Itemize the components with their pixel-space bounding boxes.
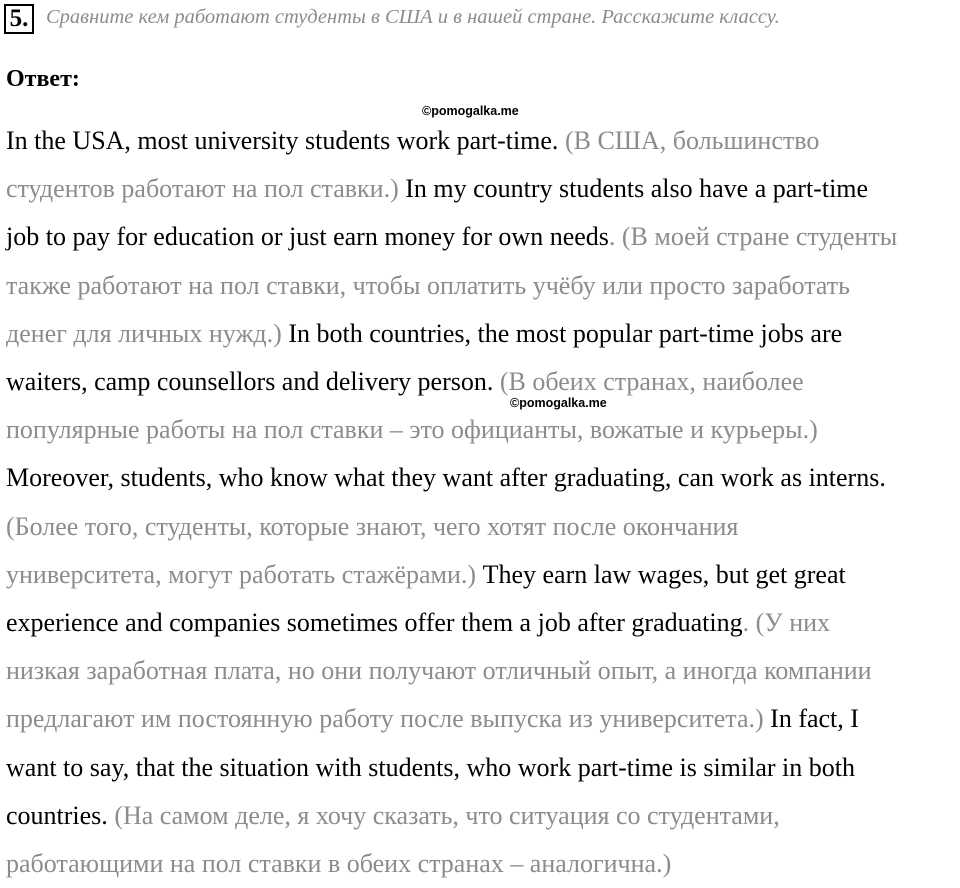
answer-line bbox=[6, 165, 960, 213]
english-answer-text: They earn law wages, but get great bbox=[482, 559, 846, 589]
english-answer-text: In my country students also have a part-time bbox=[405, 174, 869, 204]
watermark: ©pomogalka.me bbox=[422, 104, 519, 118]
answer-line bbox=[6, 647, 960, 695]
russian-translation-text: предлагают им постоянную работу после выпуска из университета.) bbox=[6, 704, 771, 734]
answer-line bbox=[6, 744, 960, 792]
english-answer-text: In the USA, most university students work part-time. bbox=[6, 126, 565, 155]
english-answer-text: waiters, camp counsellors and delivery person. bbox=[6, 367, 500, 397]
english-answer-text: want to say, that the situation with students, who work part-time is similar in both bbox=[6, 752, 855, 782]
russian-translation-text: студентов работают на пол ставки.) bbox=[6, 174, 406, 204]
answer-line bbox=[6, 262, 960, 310]
answer-line bbox=[6, 551, 960, 599]
answer-line bbox=[6, 503, 960, 551]
answer-line bbox=[6, 695, 960, 743]
english-answer-text: In fact, I bbox=[770, 704, 859, 734]
russian-translation-text: работающими на пол ставки в обеих странах – аналогична.) bbox=[6, 849, 672, 879]
answer-line bbox=[6, 310, 960, 358]
answer-line bbox=[6, 358, 960, 406]
russian-translation-text: (В обеих странах, наиболее bbox=[499, 367, 804, 397]
answer-line bbox=[6, 792, 960, 840]
russian-translation-text: университета, могут работать стажёрами.) bbox=[6, 559, 483, 589]
russian-translation-text: низкая заработная плата, но они получают отличный опыт, а иногда компании bbox=[6, 656, 872, 686]
russian-translation-text: денег для личных нужд.) bbox=[6, 318, 289, 348]
english-answer-text: job to pay for education or just earn money for own needs bbox=[6, 222, 609, 252]
task-number-box: 5. bbox=[4, 4, 34, 34]
answer-line bbox=[6, 599, 960, 647]
answer-line bbox=[6, 454, 960, 502]
russian-translation-text: (В США, большинство bbox=[564, 126, 820, 155]
answer-text bbox=[6, 117, 960, 888]
answer-line bbox=[6, 117, 960, 165]
answer-line bbox=[6, 406, 960, 454]
answer-line bbox=[6, 840, 960, 888]
russian-translation-text: популярные работы на пол ставки – это официанты, вожатые и курьеры.) bbox=[6, 415, 818, 445]
answer-line bbox=[6, 213, 960, 261]
russian-translation-text: также работают на пол ставки, чтобы оплатить учёбу или просто заработать bbox=[6, 270, 851, 300]
english-answer-text: In both countries, the most popular part-time jobs are bbox=[288, 318, 843, 348]
task-prompt: Сравните кем работают студенты в США и в нашей стране. Расскажите классу. bbox=[46, 6, 780, 28]
russian-translation-text: . (У них bbox=[742, 608, 831, 638]
watermark: ©pomogalka.me bbox=[510, 396, 607, 410]
english-answer-text: Moreover, students, who know what they want after graduating, can work as interns. bbox=[6, 463, 886, 493]
russian-translation-text: (На самом деле, я хочу сказать, что ситуация со студентами, bbox=[114, 800, 780, 830]
answer-heading: Ответ: bbox=[6, 66, 80, 92]
russian-translation-text: . (В моей стране студенты bbox=[608, 222, 898, 252]
english-answer-text: experience and companies sometimes offer them a job after graduating bbox=[6, 608, 743, 638]
english-answer-text: countries. bbox=[6, 800, 115, 830]
russian-translation-text: (Более того, студенты, которые знают, чего хотят после окончания bbox=[6, 511, 739, 541]
